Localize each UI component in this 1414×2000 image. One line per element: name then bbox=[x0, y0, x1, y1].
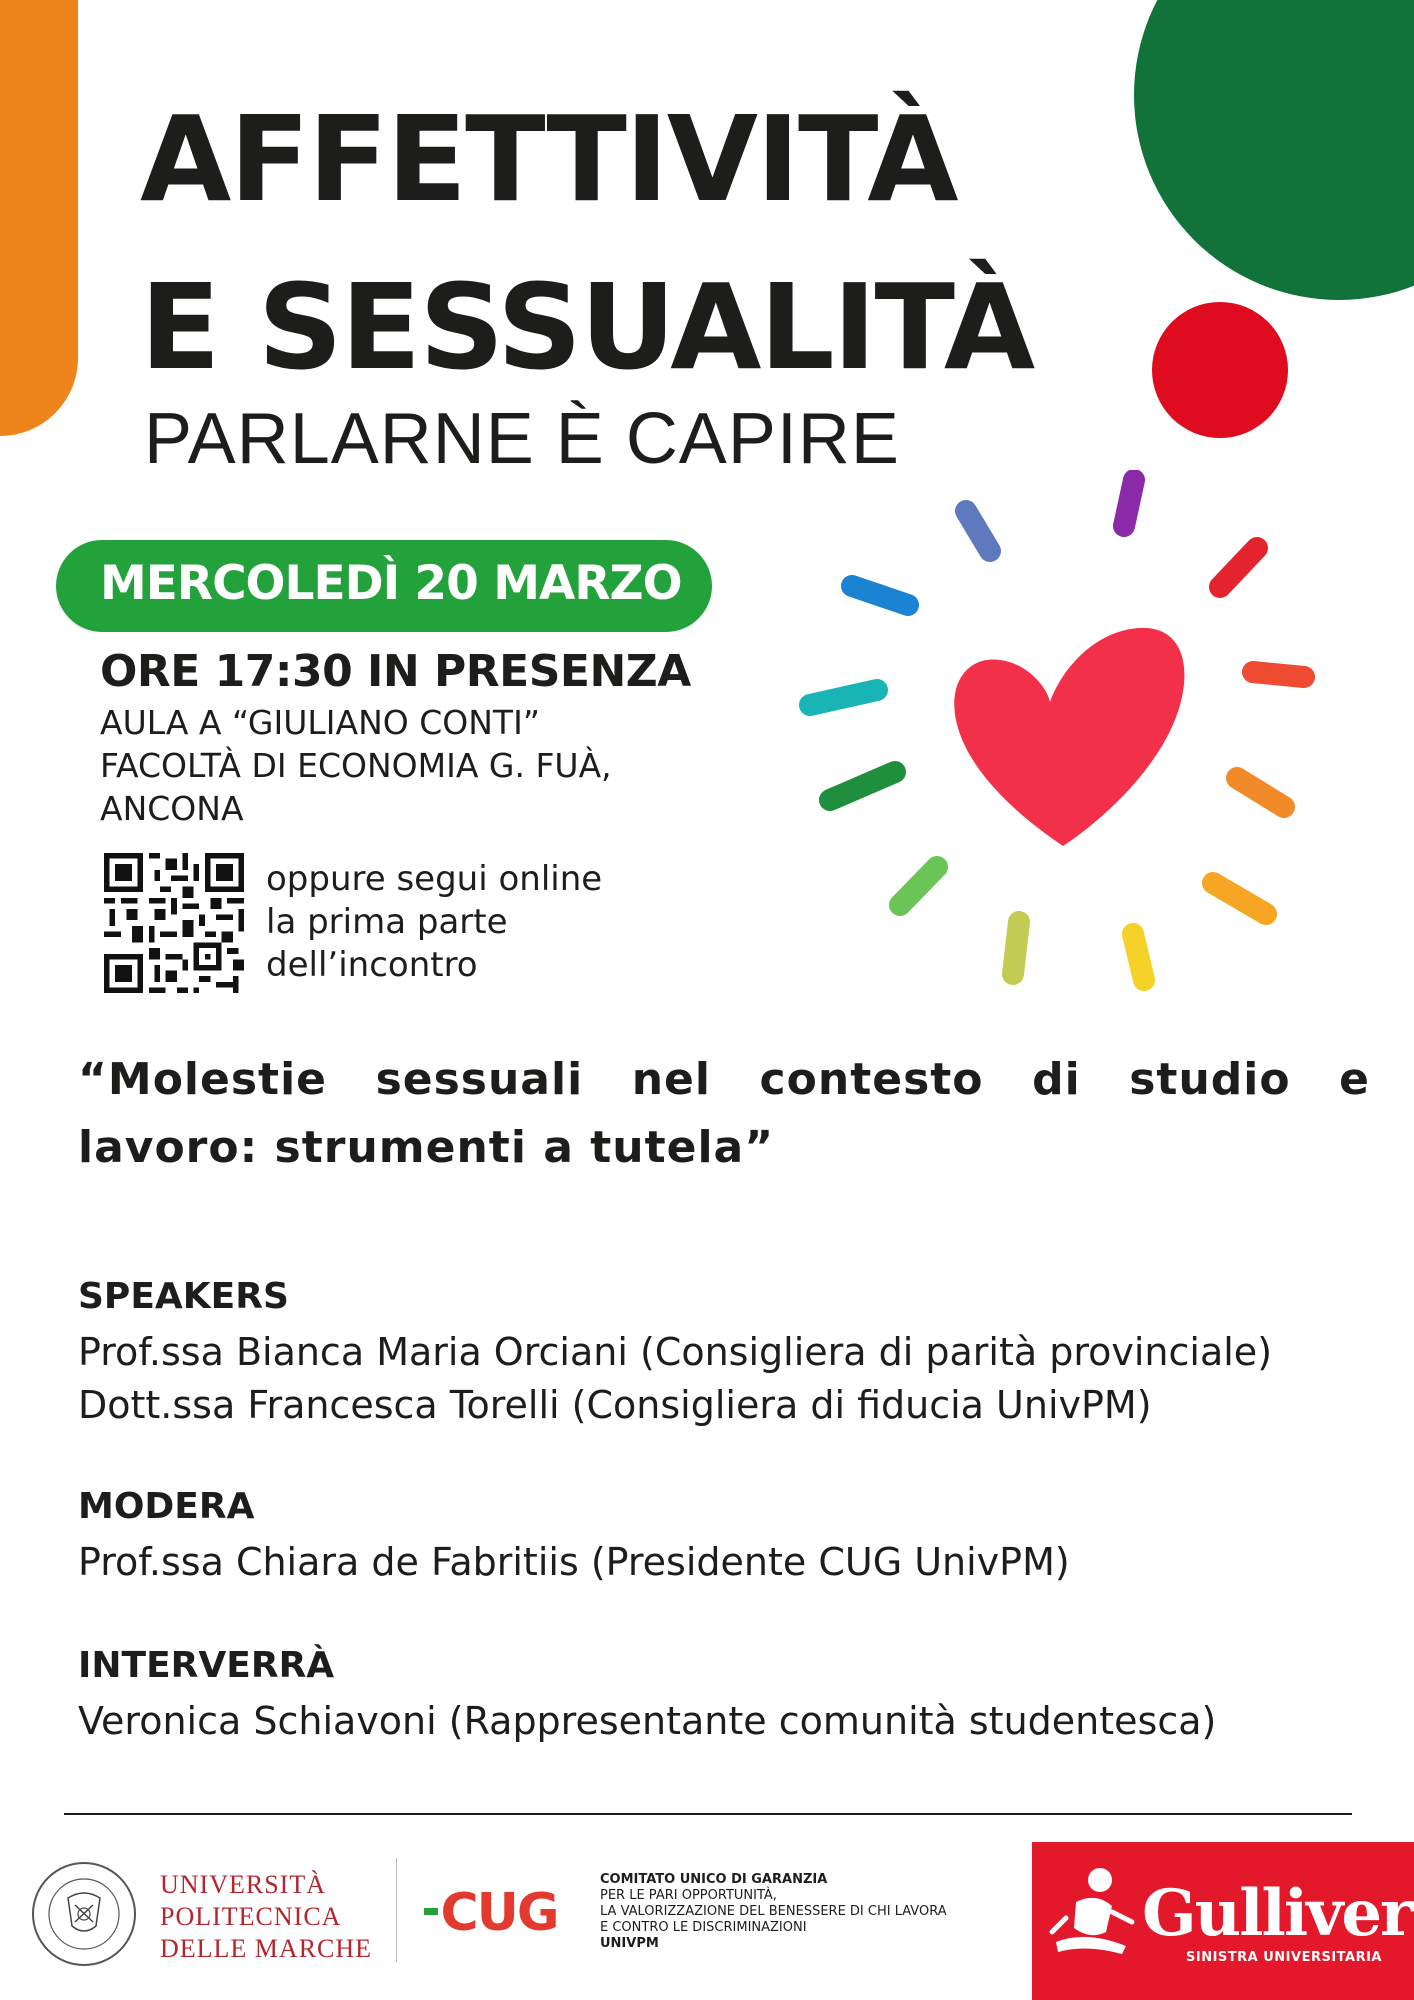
green-decor-circle bbox=[1134, 0, 1414, 300]
univpm-line-2: POLITECNICA bbox=[160, 1902, 342, 1931]
univpm-line-3: DELLE MARCHE bbox=[160, 1934, 373, 1963]
cug-line-5: UNIVPM bbox=[600, 1936, 659, 1951]
cug-logo-text: CUG bbox=[440, 1883, 558, 1938]
modera-heading: MODERA bbox=[78, 1486, 255, 1527]
intervenor: Veronica Schiavoni (Rappresentante comunità studentesca) bbox=[78, 1699, 1217, 1743]
event-place-line-3: ANCONA bbox=[100, 789, 244, 828]
event-date: MERCOLEDÌ 20 MARZO bbox=[100, 556, 682, 611]
interverra-heading: INTERVERRÀ bbox=[78, 1645, 335, 1686]
event-time: ORE 17:30 IN PRESENZA bbox=[100, 646, 691, 697]
footer-divider bbox=[64, 1813, 1352, 1815]
cug-line-4: E CONTRO LE DISCRIMINAZIONI bbox=[600, 1920, 807, 1935]
gulliver-name: Gulliver bbox=[1142, 1876, 1412, 1951]
heart-icon bbox=[790, 470, 1330, 1000]
university-seal-icon bbox=[30, 1860, 138, 1968]
moderator: Prof.ssa Chiara de Fabritiis (Presidente CUG UnivPM) bbox=[78, 1540, 1070, 1584]
online-line-3: dell’incontro bbox=[266, 945, 478, 985]
cug-line-1: COMITATO UNICO DI GARANZIA bbox=[600, 1872, 828, 1887]
orange-decor-bar bbox=[0, 0, 78, 436]
speakers-heading: SPEAKERS bbox=[78, 1276, 289, 1317]
event-place-line-1: AULA A “GIULIANO CONTI” bbox=[100, 703, 540, 742]
speaker-1: Prof.ssa Bianca Maria Orciani (Consigliera di parità provinciale) bbox=[78, 1330, 1273, 1374]
cug-line-2: PER LE PARI OPPORTUNITÀ, bbox=[600, 1888, 777, 1903]
red-decor-circle bbox=[1152, 302, 1288, 438]
univpm-line-1: UNIVERSITÀ bbox=[160, 1870, 326, 1899]
event-topic: “Molestie sessuali nel contesto di studio e lavoro: strumenti a tutela” bbox=[78, 1054, 1370, 1173]
gulliver-subtitle: SINISTRA UNIVERSITARIA bbox=[1186, 1950, 1382, 1965]
subtitle: PARLARNE È CAPIRE bbox=[144, 399, 900, 479]
online-line-2: la prima parte bbox=[266, 902, 508, 942]
online-line-1: oppure segui online bbox=[266, 859, 603, 899]
cug-line-3: LA VALORIZZAZIONE DEL BENESSERE DI CHI LAVORA bbox=[600, 1904, 947, 1919]
footer-separator bbox=[396, 1858, 397, 1962]
event-place-line-2: FACOLTÀ DI ECONOMIA G. FUÀ, bbox=[100, 746, 612, 785]
speaker-2: Dott.ssa Francesca Torelli (Consigliera di fiducia UnivPM) bbox=[78, 1383, 1152, 1427]
title-line-1: AFFETTIVITÀ bbox=[140, 90, 957, 228]
cug-logo bbox=[424, 1882, 574, 1938]
qr-code-icon[interactable] bbox=[104, 853, 244, 993]
gulliver-mascot-icon bbox=[1046, 1862, 1142, 1962]
title-line-2: E SESSUALITÀ bbox=[140, 258, 1034, 396]
